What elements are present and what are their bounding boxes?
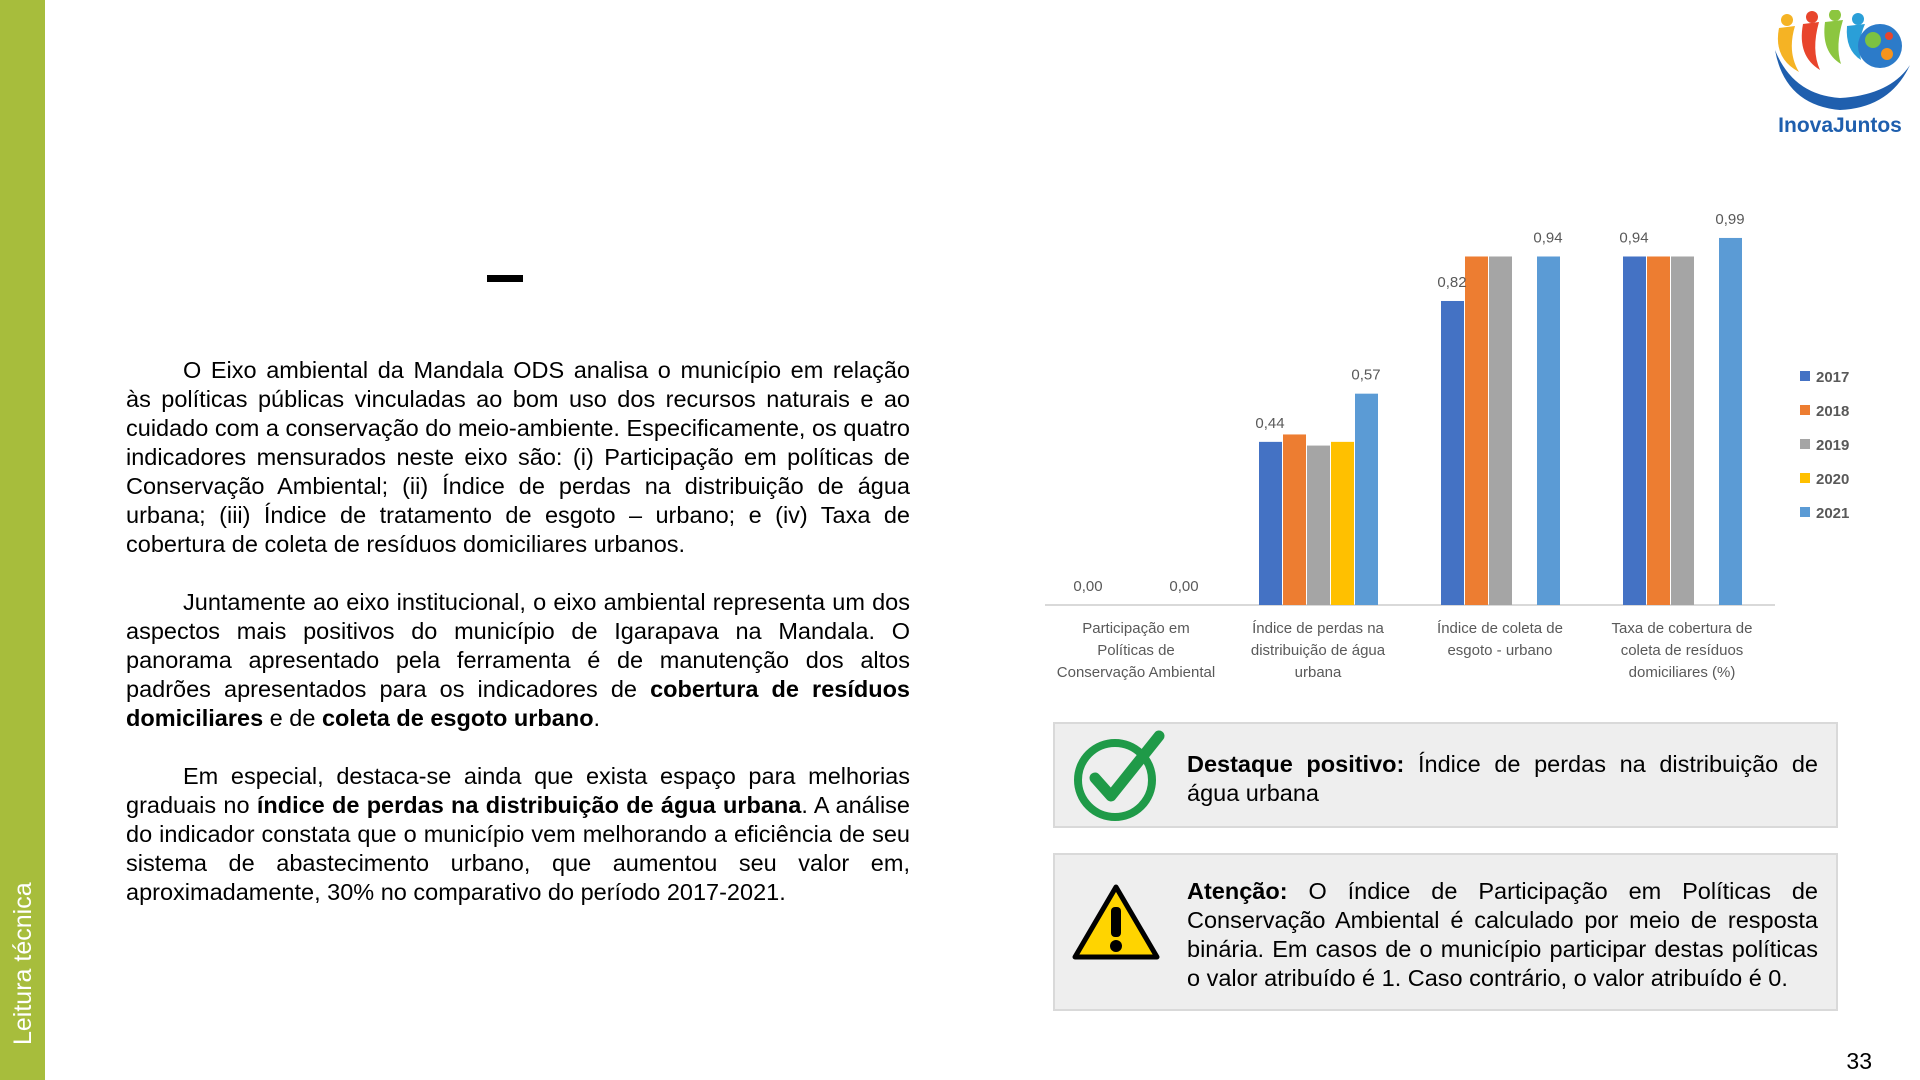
x-tick-label: urbana [1294, 664, 1342, 681]
bar-2019-1 [1307, 446, 1330, 605]
sidebar-label: Leitura técnica [9, 882, 37, 1045]
legend-label: 2018 [1816, 403, 1850, 420]
paragraph-3: Em especial, destaca-se ainda que exista espaço para melhorias graduais no índice de perdas na distribuição de água urbana. A análise do indicador constata que o município vem melhorando a eficiência de seu sistema de abastecimento urbano, que aumentou seu valor em, aproximadamente, 30% no comparativo do período 2017-2021. [126, 763, 910, 905]
legend-swatch-2021 [1800, 507, 1810, 517]
legend-swatch-2018 [1800, 405, 1810, 415]
x-tick-label: distribuição de água [1250, 642, 1386, 659]
data-label: 0,94 [1619, 229, 1649, 247]
x-tick-label: Participação em [1082, 620, 1190, 637]
bar-2018-1 [1283, 434, 1306, 605]
positive-highlight-text: Destaque positivo: Índice de perdas na distribuição de água urbana [1187, 751, 1818, 806]
x-tick-label: Índice de perdas na [1252, 620, 1384, 637]
paragraph-1: O Eixo ambiental da Mandala ODS analisa o município em relação às políticas públicas vinculadas ao bom uso dos recursos naturais e ao cuidado com a conservação do meio-ambiente. Especificamente, os quatro indicadores mensurados neste eixo são: (i) Participação em políticas de Conservação Ambiental; (ii) Índice de perdas na distribuição de água urbana; (iii) Índice de tratamento de esgoto – urbano; e (iv) Taxa de cobertura de coleta de resíduos domiciliares urbanos. [126, 357, 910, 557]
legend-swatch-2020 [1800, 473, 1810, 483]
page-title [487, 275, 523, 282]
checkmark-icon [1071, 728, 1167, 829]
data-label: 0,82 [1437, 273, 1467, 291]
x-tick-label: esgoto - urbano [1447, 642, 1553, 659]
legend-label: 2019 [1816, 437, 1850, 454]
bar-2017-2 [1441, 301, 1464, 605]
data-label: 0,57 [1351, 366, 1381, 384]
logo-text: InovaJuntos [1778, 114, 1902, 137]
data-label: 0,00 [1073, 578, 1103, 595]
page-number: 33 [1846, 1048, 1872, 1074]
data-label: 0,44 [1255, 414, 1285, 432]
bar-2017-3 [1623, 256, 1646, 605]
bar-2017-1 [1259, 442, 1282, 605]
bar-2018-2 [1465, 256, 1488, 605]
x-tick-label: Taxa de cobertura de [1611, 620, 1753, 637]
legend-label: 2017 [1816, 369, 1850, 386]
bar-2021-2 [1537, 256, 1560, 605]
bar-2021-3 [1719, 238, 1742, 605]
legend-swatch-2019 [1800, 439, 1810, 449]
warning-icon [1071, 883, 1161, 968]
data-label: 0,94 [1533, 229, 1563, 247]
legend-swatch-2017 [1800, 371, 1810, 381]
x-tick-label: Políticas de [1097, 642, 1175, 659]
attention-text: Atenção: O índice de Participação em Políticas de Conservação Ambiental é calculado por meio de resposta binária. Em casos de o município participar destas políticas o valor atribuído é 1. Caso contrário, o valor atribuído é 0. [1187, 878, 1818, 991]
legend-label: 2020 [1816, 471, 1850, 488]
data-label: 0,00 [1169, 578, 1199, 595]
positive-highlight-box [1053, 722, 1838, 828]
inovajuntos-logo [1765, 10, 1915, 140]
bar-chart [1030, 200, 1910, 690]
bar-2018-3 [1647, 256, 1670, 605]
x-tick-label: coleta de resíduos [1620, 642, 1744, 659]
bar-2020-1 [1331, 442, 1354, 605]
x-tick-label: Índice de coleta de [1437, 620, 1563, 637]
bar-2019-3 [1671, 256, 1694, 605]
attention-box [1053, 853, 1838, 1011]
legend-label: 2021 [1816, 505, 1850, 522]
x-tick-label: Conservação Ambiental [1056, 664, 1216, 681]
bar-2021-1 [1355, 394, 1378, 605]
bar-2019-2 [1489, 256, 1512, 605]
paragraph-2: Juntamente ao eixo institucional, o eixo ambiental representa um dos aspectos mais positivos do município de Igarapava na Mandala. O panorama apresentado pela ferramenta é de manutenção dos altos padrões apresentados para os indicadores de cobertura de resíduos domiciliares e de coleta de esgoto urbano. [126, 589, 911, 731]
body-text [126, 356, 910, 936]
x-tick-label: domiciliares (%) [1628, 664, 1736, 681]
side-bar [0, 0, 45, 1080]
data-label: 0,99 [1715, 210, 1745, 228]
